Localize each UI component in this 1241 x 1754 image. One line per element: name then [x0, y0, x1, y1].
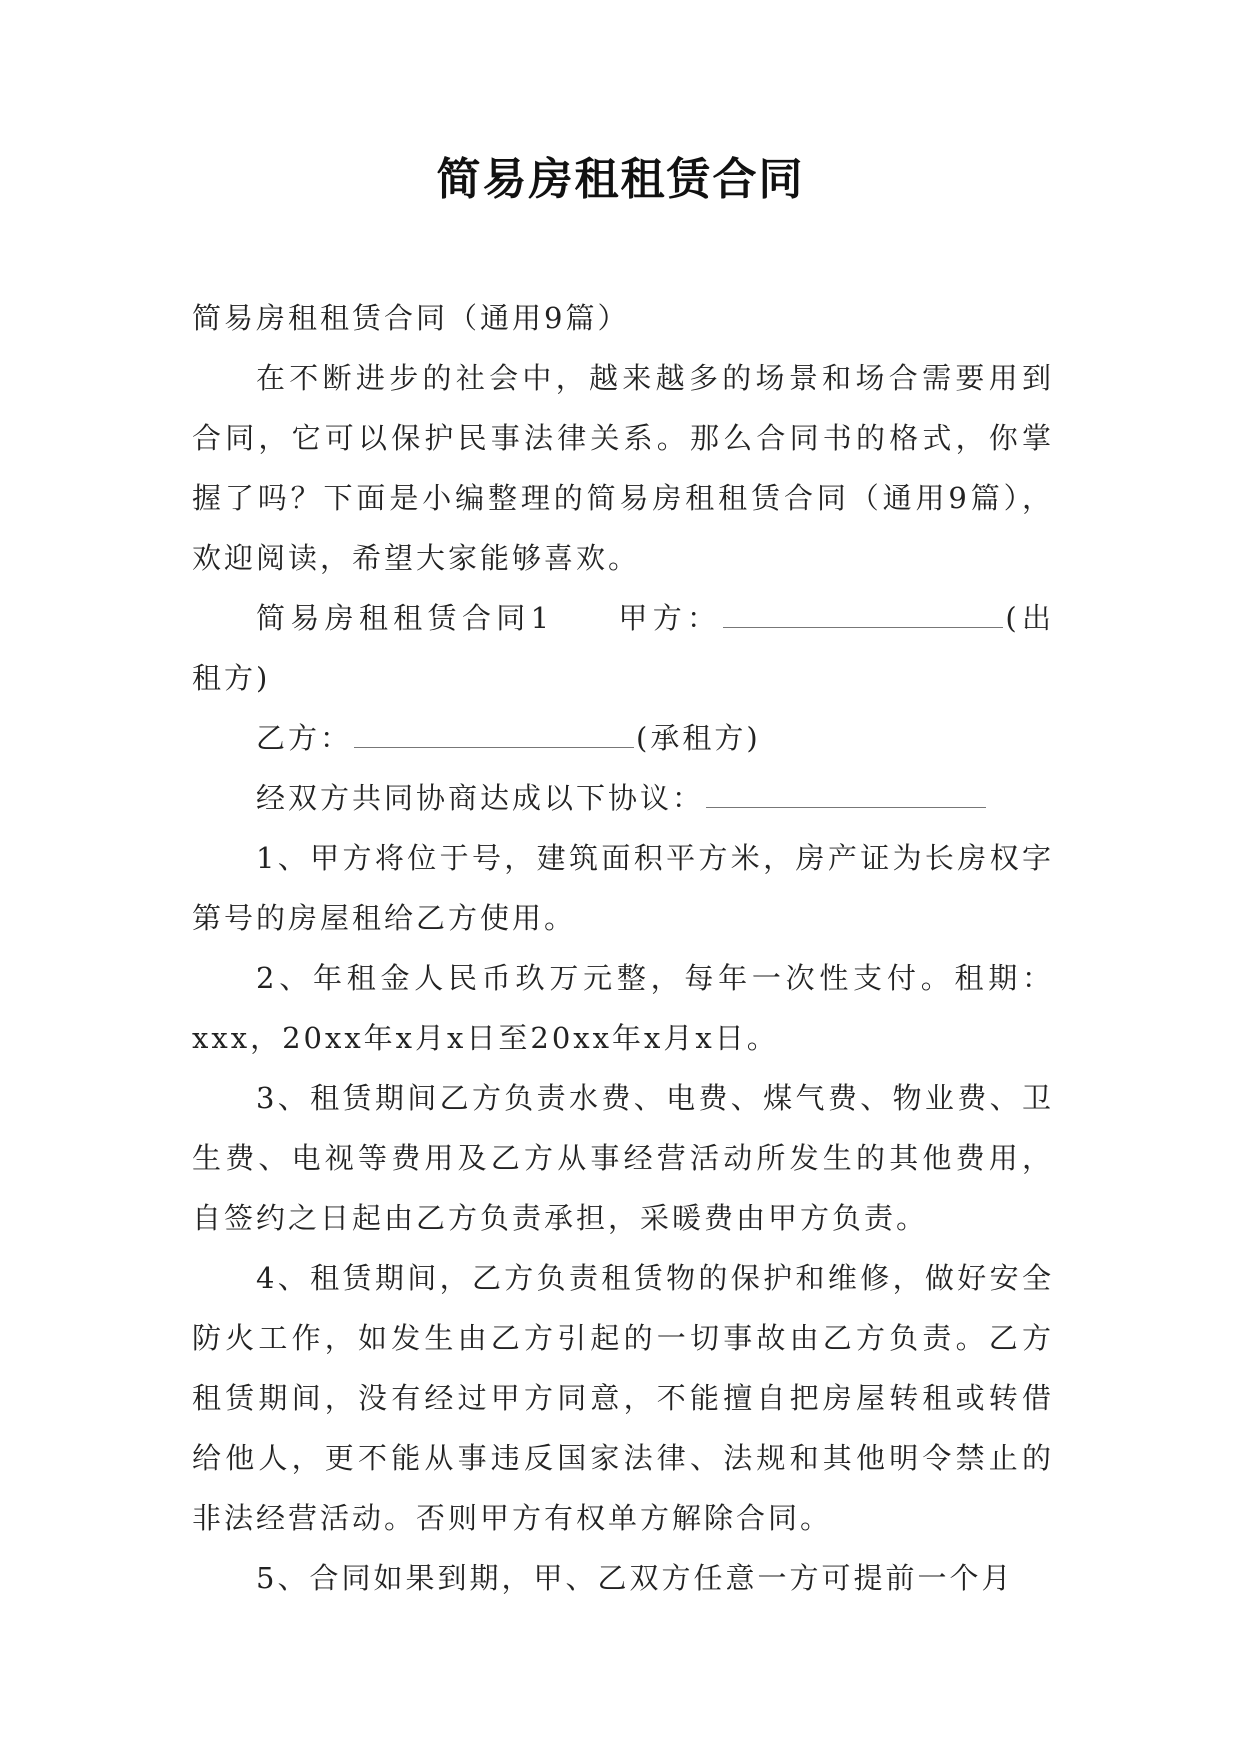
clause-2: 2、年租金人民币玖万元整，每年一次性支付。租期：xxx，20xx年x月x日至20xx年x月x日。 — [192, 961, 1054, 1055]
section-heading: 简易房租租赁合同1 — [256, 601, 553, 635]
party-a-role: (出租方) — [192, 601, 1054, 695]
clause-5: 5、合同如果到期，甲、乙双方任意一方可提前一个月 — [256, 1561, 1014, 1595]
document-subtitle: 简易房租租赁合同（通用9篇） — [192, 301, 630, 335]
clause-4: 4、租赁期间，乙方负责租赁物的保护和维修，做好安全防火工作，如发生由乙方引起的一切事故由乙方负责。乙方租赁期间，没有经过甲方同意，不能擅自把房屋转租或转借给他人，更不能从事违反国家法律、法规和其他明令禁止的非法经营活动。否则甲方有权单方解除合同。 — [192, 1261, 1054, 1535]
party-b-label: 乙方： — [256, 721, 353, 755]
document-title: 简易房租租赁合同 — [436, 154, 805, 205]
party-b-blank — [354, 723, 634, 748]
document-body — [192, 288, 1054, 1608]
party-a-blank — [723, 603, 1003, 628]
party-a-line — [192, 588, 1054, 708]
party-a-label: 甲方： — [616, 601, 722, 635]
clause-3: 3、租赁期间乙方负责水费、电费、煤气费、物业费、卫生费、电视等费用及乙方从事经营活动所发生的其他费用，自签约之日起由乙方负责承担，采暖费由甲方负责。 — [192, 1081, 1054, 1235]
party-b-line — [192, 708, 1054, 768]
agreement-blank — [706, 783, 986, 808]
clause-1: 1、甲方将位于号，建筑面积平方米，房产证为长房权字第号的房屋租给乙方使用。 — [192, 841, 1054, 935]
agreement-intro-line — [192, 768, 1054, 828]
party-b-role: (承租方) — [636, 721, 761, 755]
intro-paragraph: 在不断进步的社会中，越来越多的场景和场合需要用到合同，它可以保护民事法律关系。那么合同书的格式，你掌握了吗？下面是小编整理的简易房租租赁合同（通用9篇），欢迎阅读，希望大家能够喜欢。 — [192, 361, 1054, 575]
agreement-intro: 经双方共同协商达成以下协议： — [256, 781, 705, 815]
